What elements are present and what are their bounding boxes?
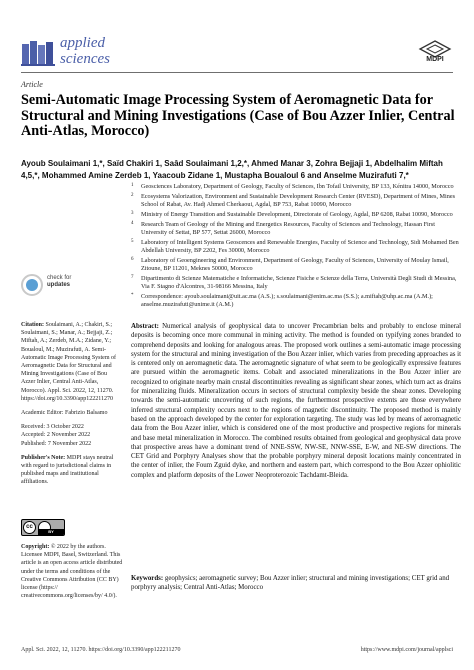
abstract [131,322,461,480]
affiliation-number: 2 [131,192,134,198]
affiliation-text: Ecosystems Valorization, Environment and Sustainable Development Research Center (RVESD), Department of Mines, Mines School of Rabat, Av. Hadj Ahmed Cherkaoui, Agdal, BP 753, Rabat 10090, Morocco [141,192,456,209]
affiliation-item [131,211,461,219]
journal-name [60,35,110,67]
affiliation-text: Dipartimento di Scienze Matematiche e Informatiche, Scienze Fisiche e Scienze della Terra, Università Degli Studi di Messina, Via F. Stagno d'Alcontres, 31-98166 Messina, Italy [141,274,457,291]
citation-block [21,321,121,403]
editor-block [21,409,121,417]
footer-journal-link[interactable]: https://www.mdpi.com/journal/applsci [360,647,453,653]
received-date: Received: 3 October 2022 [21,424,84,431]
affiliation-list [131,183,461,311]
affiliation-text: Laboratory of Geoengineering and Environment, Department of Geology, Faculty of Sciences, University of Moulay Ismail, Zitoune, BP 11201, Meknes 50000, Morocco [141,256,449,273]
copyright-label: Copyright: [21,544,50,550]
accepted-date: Accepted: 2 November 2022 [21,432,91,439]
affiliation-text: Laboratory of Intelligent Systems Geoscences and Renewable Energies, Faculty of Science and Technology, Sidi Mohamed Ben Abdellah University, BP 2202, Fes 30000, Morocco [141,238,459,255]
check-updates-line2: updates [47,282,71,288]
publisher-note-label: Publisher's Note: [21,454,66,461]
footer-citation: Appl. Sci. 2022, 12, 11270. https://doi.org/10.3390/app122211270 [21,647,181,653]
check-updates-icon [21,274,43,296]
affiliation-item [131,183,461,191]
affiliation-item [131,275,461,292]
check-updates-line1: check for [47,275,72,281]
affiliation-text: Geosciences Laboratory, Department of Geology, Faculty of Sciences, Ibn Tofail University, BP 133, Kénitra 14000, Morocco [141,183,454,190]
article-type: Article [21,80,43,89]
header-divider [21,72,453,73]
affiliation-item [131,193,461,210]
article-title: Semi-Automatic Image Processing System of Aeromagnetic Data for Structural and Mining Investigations (Case of Bou Azzer Inlier, Central Anti-Atlas, Morocco) [21,92,455,139]
copyright-text: © 2022 by the authors. Licensee MDPI, Basel, Switzerland. This article is an open access article distributed under the terms and conditions of the Creative Commons Attribution (CC BY) license (https:// creativecommons.org/licenses/by/ 4.0/). [21,544,123,600]
correspondence-item [131,293,461,310]
affiliation-number: 5 [131,238,134,244]
journal-name-line1: applied [60,35,105,51]
journal-name-line2: sciences [60,51,110,67]
citation-text: Soulaimani, A.; Chakiri, S.; Soulaimani, S.; Manar, A.; Bejjaji, Z.; Miftah, A.; Zerdeb, M.A.; Zidane, Y.; Boualoul, M.; Muzirafuti, A. Semi-Automatic Image Processing System of Aeromagnetic Data for Structural and Mining Investigations (Case of Bou Azzer Inlier, Central Anti-Atlas, Morocco). Appl. Sci. 2022, 12, 11270. https://doi.org/10.3390/app122211270 [21,322,116,402]
article-info-sidebar [21,321,121,493]
publisher-note-block [21,454,121,487]
cc-by-license-badge[interactable] [21,519,65,536]
affiliation-text: Research Team of Geology of the Mining and Energetics Resources, Faculty of Sciences and Technology, Hassan First University of Settat, BP 577, Settat 26000, Morocco [141,220,435,236]
author-list: Ayoub Soulaimani 1,*, Saïd Chakiri 1, Saâd Soulaimani 1,2,*, Ahmed Manar 3, Zohra Bejjaji 1, Abdelhalim Miftah 4,5,*, Mohammed Amine Zerdeb 1, Yaacoub Zidane 1, Mustapha Boualoul 6 and Anselme Muzirafuti 7,* [21,159,443,180]
mdpi-logo-text: MDPI [426,56,444,63]
affiliation-number: 4 [131,220,134,226]
check-for-updates-badge[interactable] [21,274,101,308]
affiliation-item [131,239,461,256]
journal-logo-icon [21,38,55,68]
abstract-label: Abstract: [131,323,159,330]
affiliation-text: Ministry of Energy Transition and Sustainable Development, Directorate of Geology, Agdal, BP 6208, Rabat 10090, Morocco [141,210,453,218]
keywords [131,574,461,593]
keywords-label: Keywords: [131,575,164,582]
publisher-note-text: MDPI stays neutral with regard to jurisdictional claims in published maps and institutional affiliations. [21,454,114,486]
correspondence-marker: * [131,292,134,298]
affiliation-number: 7 [131,274,134,280]
academic-editor: Academic Editor: Fabrizio Balsamo [21,410,108,417]
dates-block [21,423,121,448]
correspondence-text: Correspondence: ayoub.soulaimani@uit.ac.ma (A.S.); s.soulaimani@enim.ac.ma (S.S.); a.miftah@uhp.ac.ma (A.M.); anselme.muzirafuti@unime.it (A.M.) [141,292,433,309]
citation-label: Citation: [21,322,44,328]
cc-icon: cc [23,521,36,534]
mdpi-logo [417,40,453,62]
copyright-block [21,543,123,600]
affiliation-number: 6 [131,256,134,262]
affiliation-number: 3 [131,210,134,216]
keywords-text: geophysics; aeromagnetic survey; Bou Azzer inlier; structural and mining investigations; CET grid and porphyry analysis; Central Anti-Atlas; Morocco [131,575,450,592]
affiliation-item [131,221,461,238]
affiliation-item [131,257,461,274]
abstract-text: Numerical analysis of geophysical data to uncover Precambrian belts and probably to enclose mineral deposits is becoming once more communal in mining activity. The method is founded on typifying zones branded to comprehend deposits and looking for analogous areas. The proposed work outlines a semi-automatic image processing system for the structural and mining investigation of the Bou Azzer inlier, which varies from preceding approaches as it is centered only on aeromagnetic data. The aeromagnetic signature of what seem to be geologically expressive features are pursued within the aeromagnetic items. Cobalt and associated mineralizations in the Bou Azzer inlier are recognized to originate nearby main crustal discontinuities revealing as significant shear zones, which turn act as drains for mineralizing fluids. Mineralization occurs in sectors of structural complexity beside the shear zones. Developing towards the semi-automatic uncovering of such regions, the furthermost prospective extents are those everywhere inferred structural complexity occurs next to the regions of magnetic discontinuity. The proposed method is mainly based on the approach developed by the center for exploration targeting. The study was led by means of aeromagnetic data from the Bou Azzer inlier, which is considered one of the most productive and prospective regions for minerals and base metal mineralization in Morocco. The combined results obtained from geological and geophysical data prove that prospective areas have a dominant trend of NNE-SSW, NW-SE, NNW-SSE, E-W, and NE-SW directions. The CET Grid and Porphyry Analyses show that the probable porphyry mineral deposit locations mainly concentrated in the center of inlier, the Foum Zguid dyke, and northern and eastern part, which correspond to the Bou Azzer ophiolitic complex and platform deposits of the Lower Neoproterozoic Tachdamt-Bleida. [131,323,461,479]
affiliation-number: 1 [131,183,134,188]
published-date: Published: 7 November 2022 [21,440,92,447]
by-label: BY [38,529,64,535]
